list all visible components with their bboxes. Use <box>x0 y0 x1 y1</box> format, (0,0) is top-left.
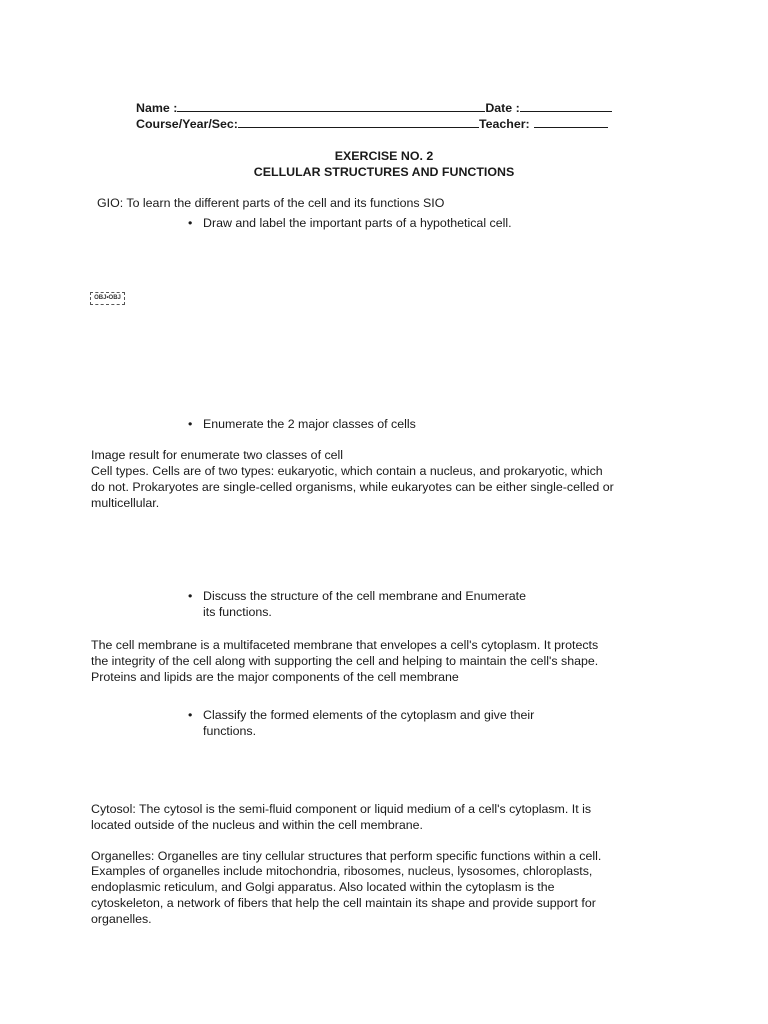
embedded-object-placeholder[interactable]: OBJ•OBJ <box>90 292 125 305</box>
name-blank-line <box>177 99 485 112</box>
bullet-icon: • <box>188 589 193 603</box>
organelles-line-2: Examples of organelles include mitochondria, ribosomes, nucleus, lysosomes, chloroplasts, <box>91 864 593 878</box>
bullet-item-discuss <box>188 588 526 604</box>
teacher-blank-line <box>534 115 608 128</box>
bullet-text-enumerate: Enumerate the 2 major classes of cells <box>203 417 416 431</box>
membrane-line-1: The cell membrane is a multifaceted membrane that envelopes a cell's cytoplasm. It protects <box>91 638 599 652</box>
cytosol-line-2: located outside of the nucleus and within the cell membrane. <box>91 818 423 832</box>
date-blank-line <box>520 99 612 112</box>
cell-types-line-2: do not. Prokaryotes are single-celled organisms, while eukaryotes can be either single-celled or <box>91 480 614 494</box>
membrane-line-2: the integrity of the cell along with supporting the cell and helping to maintain the cell's shape. <box>91 654 599 668</box>
course-label: Course/Year/Sec: <box>136 117 238 131</box>
organelles-line-3: endoplasmic reticulum, and Golgi apparatus. Also located within the cytoplasm is the <box>91 880 555 894</box>
membrane-line-3: Proteins and lipids are the major components of the cell membrane <box>91 670 459 684</box>
organelles-line-5: organelles. <box>91 912 152 926</box>
bullet-item-draw <box>188 215 512 231</box>
organelles-line-4: cytoskeleton, a network of fibers that help the cell maintain its shape and provide support for <box>91 896 596 910</box>
bullet-item-classify <box>188 707 534 723</box>
name-label: Name : <box>136 101 178 115</box>
course-blank-line <box>238 115 479 128</box>
cell-types-line-3: multicellular. <box>91 496 160 510</box>
bullet-item-enumerate <box>188 416 416 432</box>
organelles-line-1: Organelles: Organelles are tiny cellular structures that perform specific functions within a cell. <box>91 849 602 863</box>
exercise-number: EXERCISE NO. 2 <box>334 149 434 163</box>
exercise-title: CELLULAR STRUCTURES AND FUNCTIONS <box>253 165 515 179</box>
date-label: Date : <box>485 101 520 115</box>
cytosol-line-1: Cytosol: The cytosol is the semi-fluid component or liquid medium of a cell's cytoplasm. It is <box>91 802 592 816</box>
cell-types-line-1: Cell types. Cells are of two types: eukaryotic, which contain a nucleus, and prokaryotic, which <box>91 464 603 478</box>
cell-types-heading: Image result for enumerate two classes of cell <box>91 448 344 462</box>
bullet-icon: • <box>188 216 193 230</box>
name-field-row <box>136 99 612 116</box>
course-field-row <box>136 115 608 132</box>
bullet-icon: • <box>188 417 193 431</box>
bullet-text-classify-2: functions. <box>203 724 257 738</box>
bullet-text-classify-1: Classify the formed elements of the cytoplasm and give their <box>203 708 535 722</box>
gio-objective: GIO: To learn the different parts of the cell and its functions SIO <box>97 196 445 210</box>
bullet-text-discuss-2: its functions. <box>203 605 272 619</box>
bullet-icon: • <box>188 708 193 722</box>
teacher-label: Teacher: <box>478 117 530 131</box>
bullet-text-draw: Draw and label the important parts of a hypothetical cell. <box>203 216 512 230</box>
bullet-text-discuss-1: Discuss the structure of the cell membrane and Enumerate <box>203 589 526 603</box>
